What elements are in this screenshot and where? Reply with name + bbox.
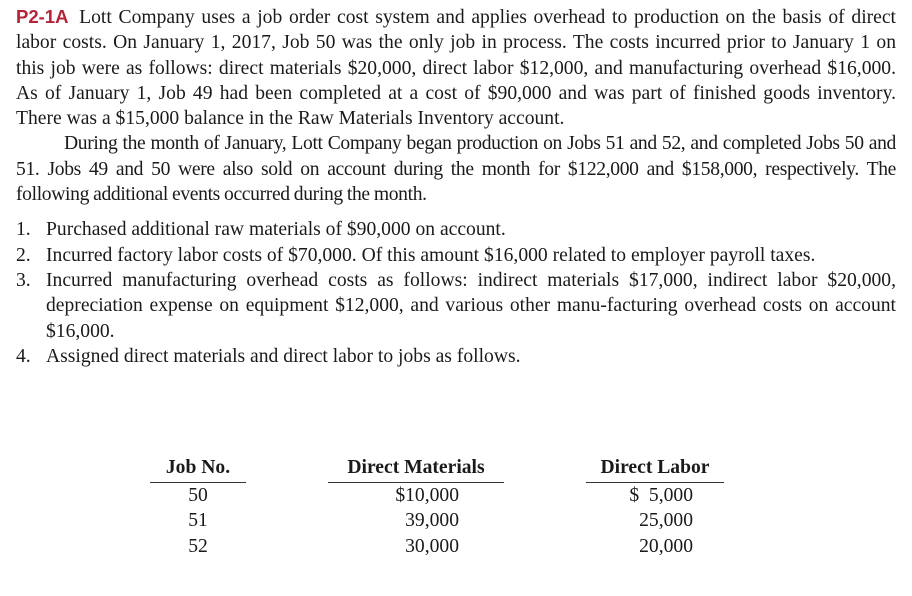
cell-direct-labor: 25,000: [639, 510, 693, 532]
list-item: [16, 344, 896, 369]
cell-direct-labor: 20,000: [639, 535, 693, 557]
events-list: [16, 217, 896, 369]
event-number: 3.: [16, 269, 31, 291]
event-text: Purchased additional raw materials of $90,000 on account.: [46, 219, 506, 241]
event-text: Incurred factory labor costs of $70,000. Of this amount $16,000 related to employer payroll taxes.: [46, 244, 816, 266]
event-text: Incurred manufacturing overhead costs as follows: indirect materials $17,000, indirect labor $20,000, depreciation expense on equipment $12,000, and various other manu-facturing overhead costs on account $16,000.: [46, 269, 896, 342]
cell-direct-materials: 39,000: [405, 510, 459, 532]
event-number: 4.: [16, 345, 31, 367]
table-header-row: [150, 456, 724, 483]
cell-job-no: 52: [188, 535, 208, 557]
problem-paragraph-2: During the month of January, Lott Company began production on Jobs 51 and 52, and completed Jobs 50 and 51. Jobs 49 and 50 were also sold on account during the month for $122,000 and $158,000, respectively. The following additional events occurred during the month.: [16, 133, 896, 206]
list-item: [16, 217, 896, 242]
cell-job-no: 51: [188, 510, 208, 532]
cell-direct-materials: 30,000: [405, 535, 459, 557]
problem-intro-text: Lott Company uses a job order cost system and applies overhead to production on the basis of direct labor costs. On January 1, 2017, Job 50 was the only job in process. The costs incurred prior to January 1 on this job were as follows: direct materials $20,000, direct labor $12,000, and manufacturing overhead $16,000. As of January 1, Job 49 had been completed at a cost of $90,000 and was part of finished goods inventory. There was a $15,000 balance in the Raw Materials Inventory account.: [16, 7, 896, 130]
event-text: Assigned direct materials and direct labor to jobs as follows.: [46, 345, 521, 367]
list-item: [16, 243, 896, 268]
job-cost-table: [150, 456, 724, 559]
problem-page: [16, 4, 896, 369]
table-row: [150, 508, 724, 533]
event-number: 2.: [16, 244, 31, 266]
cell-direct-labor: $ 5,000: [629, 485, 693, 506]
problem-id: P2-1A: [16, 6, 69, 27]
cell-direct-materials: $10,000: [395, 485, 459, 506]
list-item: [16, 268, 896, 344]
table-row: [150, 483, 724, 509]
event-number: 1.: [16, 219, 31, 241]
table-row: [150, 534, 724, 559]
header-direct-labor: Direct Labor: [586, 456, 724, 483]
header-direct-materials: Direct Materials: [328, 456, 504, 483]
cell-job-no: 50: [188, 485, 208, 506]
problem-paragraph-1: [16, 4, 896, 131]
header-job-no: Job No.: [150, 456, 246, 483]
